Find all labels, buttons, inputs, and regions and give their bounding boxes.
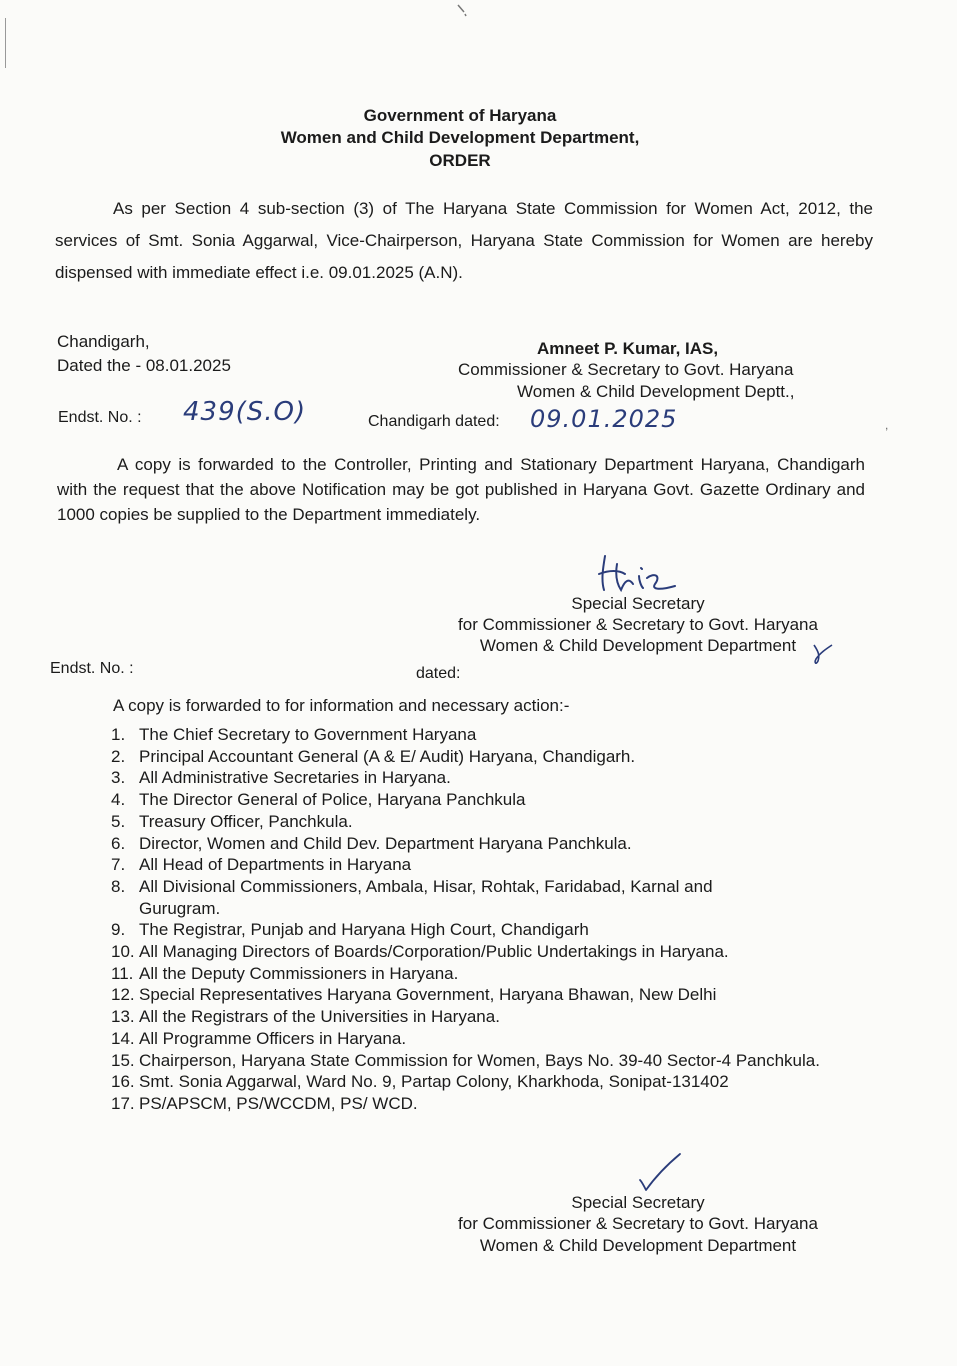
endorsement2-intro: A copy is forwarded to for information and necessary action:- (113, 696, 570, 715)
list-item (111, 963, 866, 985)
endorsement1-label: Endst. No. : (58, 409, 142, 426)
list-item-number: 6. (111, 833, 126, 853)
list-item-number: 17. (111, 1093, 135, 1113)
signature1-line3: Women & Child Development Department (479, 636, 797, 655)
list-item-text: All Head of Departments in Haryana (139, 855, 412, 875)
endorsement1-text: A copy is forwarded to the Controller, Printing and Stationary Department Haryana, Chandigarh with the request that the above Notification may be got published in Haryana Govt. Gazette Ordinary and 1000 copies be supplied to the Department immediately. (57, 455, 865, 524)
list-item-number: 11. (111, 963, 134, 983)
list-item-text: The Director General of Police, Haryana Panchkula (139, 790, 526, 810)
list-item-number: 13. (111, 1007, 135, 1027)
list-item-text: Treasury Officer, Panchkula. (139, 811, 353, 831)
list-item-text: Smt. Sonia Aggarwal, Ward No. 9, Partap Colony, Kharkhoda, Sonipat-131402 (139, 1072, 729, 1092)
list-item-number: 2. (111, 746, 126, 766)
list-item-text: All the Registrars of the Universities in Haryana. (139, 1007, 500, 1027)
signature2-line2: for Commissioner & Secretary to Govt. Haryana (458, 1214, 818, 1233)
signatory-designation: Commissioner & Secretary to Govt. Haryana (458, 360, 794, 379)
list-item (111, 767, 866, 789)
header-government: Government of Haryana (363, 106, 557, 125)
page-edge-line (5, 18, 6, 68)
list-item-text: All Divisional Commissioners, Ambala, Hisar, Rohtak, Faridabad, Karnal and Gurugram. (139, 876, 713, 918)
signature-1 (595, 550, 685, 598)
page-title: ORDER (429, 151, 491, 170)
list-item (111, 1093, 866, 1115)
list-item (111, 984, 866, 1006)
list-item-number: 7. (111, 855, 126, 875)
recipient-list (111, 724, 866, 1115)
signature2-line3: Women & Child Development Department (479, 1236, 797, 1255)
list-item (111, 789, 866, 811)
list-item-text: All Managing Directors of Boards/Corporation/Public Undertakings in Haryana. (139, 942, 729, 962)
list-item-text: PS/APSCM, PS/WCCDM, PS/ WCD. (139, 1093, 418, 1113)
list-item-text: All Administrative Secretaries in Haryana. (139, 768, 451, 788)
list-item (111, 941, 866, 963)
list-item (111, 746, 866, 768)
signatory-department: Women & Child Development Deptt., (517, 382, 795, 401)
endorsement2-dated-label: dated: (416, 665, 461, 682)
list-item-text: Director, Women and Child Dev. Department Haryana Panchkula. (139, 833, 632, 853)
signature2-title: Special Secretary (571, 1193, 705, 1212)
list-item (111, 919, 866, 941)
order-body: As per Section 4 sub-section (3) of The Haryana State Commission for Women Act, 2012, the services of Smt. Sonia Aggarwal, Vice-Chairperson, Haryana State Commission for Women are hereby dispensed with immediate effect i.e. 09.01.2025 (A.N). (55, 199, 873, 282)
list-item (111, 724, 866, 746)
list-item-text: All the Deputy Commissioners in Haryana. (139, 963, 459, 983)
signature-2 (620, 1150, 690, 1196)
list-item (111, 833, 866, 855)
list-item-number: 10. (111, 942, 135, 962)
list-item-text: Special Representatives Haryana Government, Haryana Bhawan, New Delhi (139, 985, 717, 1005)
endorsement1-number: 439(S.O) (183, 397, 307, 427)
signature1-line2: for Commissioner & Secretary to Govt. Haryana (458, 615, 818, 634)
list-item-text: The Registrar, Punjab and Haryana High Court, Chandigarh (139, 920, 589, 940)
order-date: Dated the - 08.01.2025 (57, 356, 231, 375)
list-item (111, 1071, 866, 1093)
list-item-text: The Chief Secretary to Government Haryana (139, 725, 477, 744)
list-item-number: 14. (111, 1028, 135, 1048)
list-item-text: All Programme Officers in Haryana. (139, 1028, 407, 1048)
header-department: Women and Child Development Department, (280, 128, 640, 147)
list-item-text: Principal Accountant General (A & E/ Audit) Haryana, Chandigarh. (139, 746, 636, 766)
list-item-number: 3. (111, 768, 126, 788)
list-item (111, 876, 866, 919)
list-item (111, 854, 866, 876)
order-place: Chandigarh, (57, 332, 150, 351)
scan-mark (456, 3, 470, 19)
list-item-number: 5. (111, 811, 126, 831)
list-item-number: 1. (111, 725, 126, 744)
list-item (111, 811, 866, 833)
list-item-number: 9. (111, 920, 126, 940)
list-item-number: 16. (111, 1072, 135, 1092)
list-item-number: 8. (111, 876, 126, 896)
endorsement1-dated-label: Chandigarh dated: (368, 413, 500, 430)
list-item-number: 12. (111, 985, 135, 1005)
list-item (111, 1050, 866, 1072)
signature1-title: Special Secretary (571, 594, 705, 613)
initial-mark (810, 641, 834, 667)
list-item (111, 1006, 866, 1028)
list-item-text: Chairperson, Haryana State Commission for Women, Bays No. 39-40 Sector-4 Panchkula. (139, 1050, 820, 1070)
endorsement2-label: Endst. No. : (50, 660, 134, 677)
signatory-name: Amneet P. Kumar, IAS, (537, 339, 719, 358)
list-item-number: 4. (111, 790, 126, 810)
stray-mark: , (885, 418, 889, 432)
endorsement1-date: 09.01.2025 (530, 405, 678, 433)
list-item-number: 15. (111, 1050, 135, 1070)
list-item (111, 1028, 866, 1050)
